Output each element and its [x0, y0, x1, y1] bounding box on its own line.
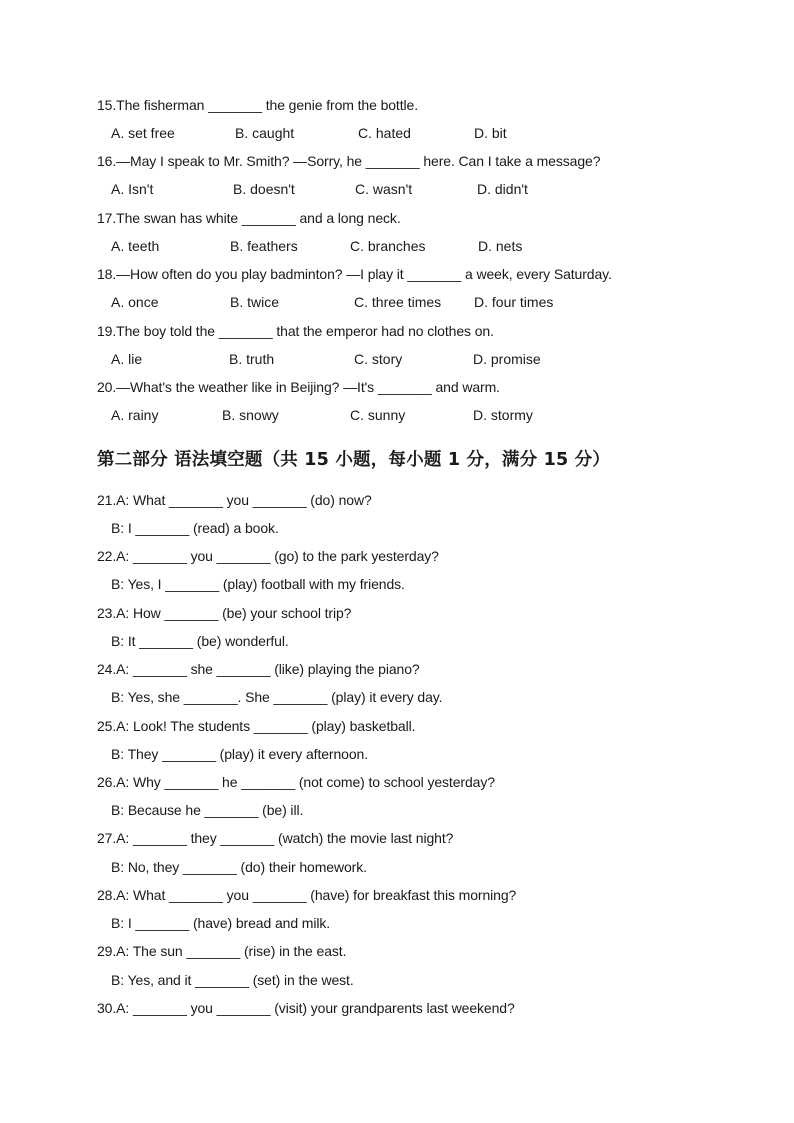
question-23-b: B: It _______ (be) wonderful.: [111, 633, 289, 649]
question-16-option-b: B. doesn't: [233, 181, 295, 197]
question-17-option-c: C. branches: [350, 238, 426, 254]
question-15-option-b: B. caught: [235, 125, 295, 141]
question-27-b: B: No, they _______ (do) their homework.: [111, 859, 367, 875]
question-17-option-d: D. nets: [478, 238, 523, 254]
question-23-a: 23.A: How _______ (be) your school trip?: [97, 605, 352, 621]
question-17-option-b: B. feathers: [230, 238, 298, 254]
question-24-b: B: Yes, she _______. She _______ (play) it every day.: [111, 689, 443, 705]
question-19-option-d: D. promise: [473, 351, 541, 367]
question-18-option-c: C. three times: [354, 294, 442, 310]
question-22-b: B: Yes, I _______ (play) football with my friends.: [111, 576, 405, 592]
question-29-b: B: Yes, and it _______ (set) in the west.: [111, 972, 354, 988]
question-28-a: 28.A: What _______ you _______ (have) for breakfast this morning?: [97, 887, 517, 903]
question-20-option-c: C. sunny: [350, 407, 406, 423]
question-25-a: 25.A: Look! The students _______ (play) basketball.: [97, 718, 416, 734]
question-17-option-a: A. teeth: [111, 238, 160, 254]
question-16-option-d: D. didn't: [477, 181, 528, 197]
question-21-b: B: I _______ (read) a book.: [111, 520, 279, 536]
question-18-option-a: A. once: [111, 294, 159, 310]
question-16-option-c: C. wasn't: [355, 181, 413, 197]
question-19-stem: 19.The boy told the _______ that the emperor had no clothes on.: [97, 323, 494, 339]
question-16-option-a: A. Isn't: [111, 181, 154, 197]
question-18-option-b: B. twice: [230, 294, 280, 310]
question-17-stem: 17.The swan has white _______ and a long neck.: [97, 210, 401, 226]
question-26-b: B: Because he _______ (be) ill.: [111, 802, 304, 818]
question-15-stem: 15.The fisherman _______ the genie from the bottle.: [97, 97, 419, 113]
question-20-option-d: D. stormy: [473, 407, 533, 423]
question-19-option-a: A. lie: [111, 351, 143, 367]
question-22-a: 22.A: _______ you _______ (go) to the park yesterday?: [97, 548, 439, 564]
question-16-stem: 16.—May I speak to Mr. Smith? —Sorry, he _______ here. Can I take a message?: [97, 153, 601, 169]
question-20-stem: 20.—What's the weather like in Beijing? —It's _______ and warm.: [97, 379, 500, 395]
question-15-option-c: C. hated: [358, 125, 411, 141]
question-25-b: B: They _______ (play) it every afternoon.: [111, 746, 369, 762]
question-15-option-a: A. set free: [111, 125, 175, 141]
question-18-option-d: D. four times: [474, 294, 554, 310]
question-20-option-a: A. rainy: [111, 407, 159, 423]
section-heading: 第二部分 语法填空题（共 15 小题，每小题 1 分，满分 15 分）: [97, 450, 611, 470]
question-19-option-b: B. truth: [229, 351, 275, 367]
question-27-a: 27.A: _______ they _______ (watch) the movie last night?: [97, 830, 454, 846]
question-29-a: 29.A: The sun _______ (rise) in the east.: [97, 943, 347, 959]
question-15-option-d: D. bit: [474, 125, 507, 141]
question-21-a: 21.A: What _______ you _______ (do) now?: [97, 492, 372, 508]
question-19-option-c: C. story: [354, 351, 403, 367]
question-30-a: 30.A: _______ you _______ (visit) your grandparents last weekend?: [97, 1000, 515, 1016]
question-28-b: B: I _______ (have) bread and milk.: [111, 915, 331, 931]
question-26-a: 26.A: Why _______ he _______ (not come) to school yesterday?: [97, 774, 495, 790]
question-20-option-b: B. snowy: [222, 407, 279, 423]
question-24-a: 24.A: _______ she _______ (like) playing the piano?: [97, 661, 420, 677]
question-18-stem: 18.—How often do you play badminton? —I play it _______ a week, every Saturday.: [97, 266, 612, 282]
